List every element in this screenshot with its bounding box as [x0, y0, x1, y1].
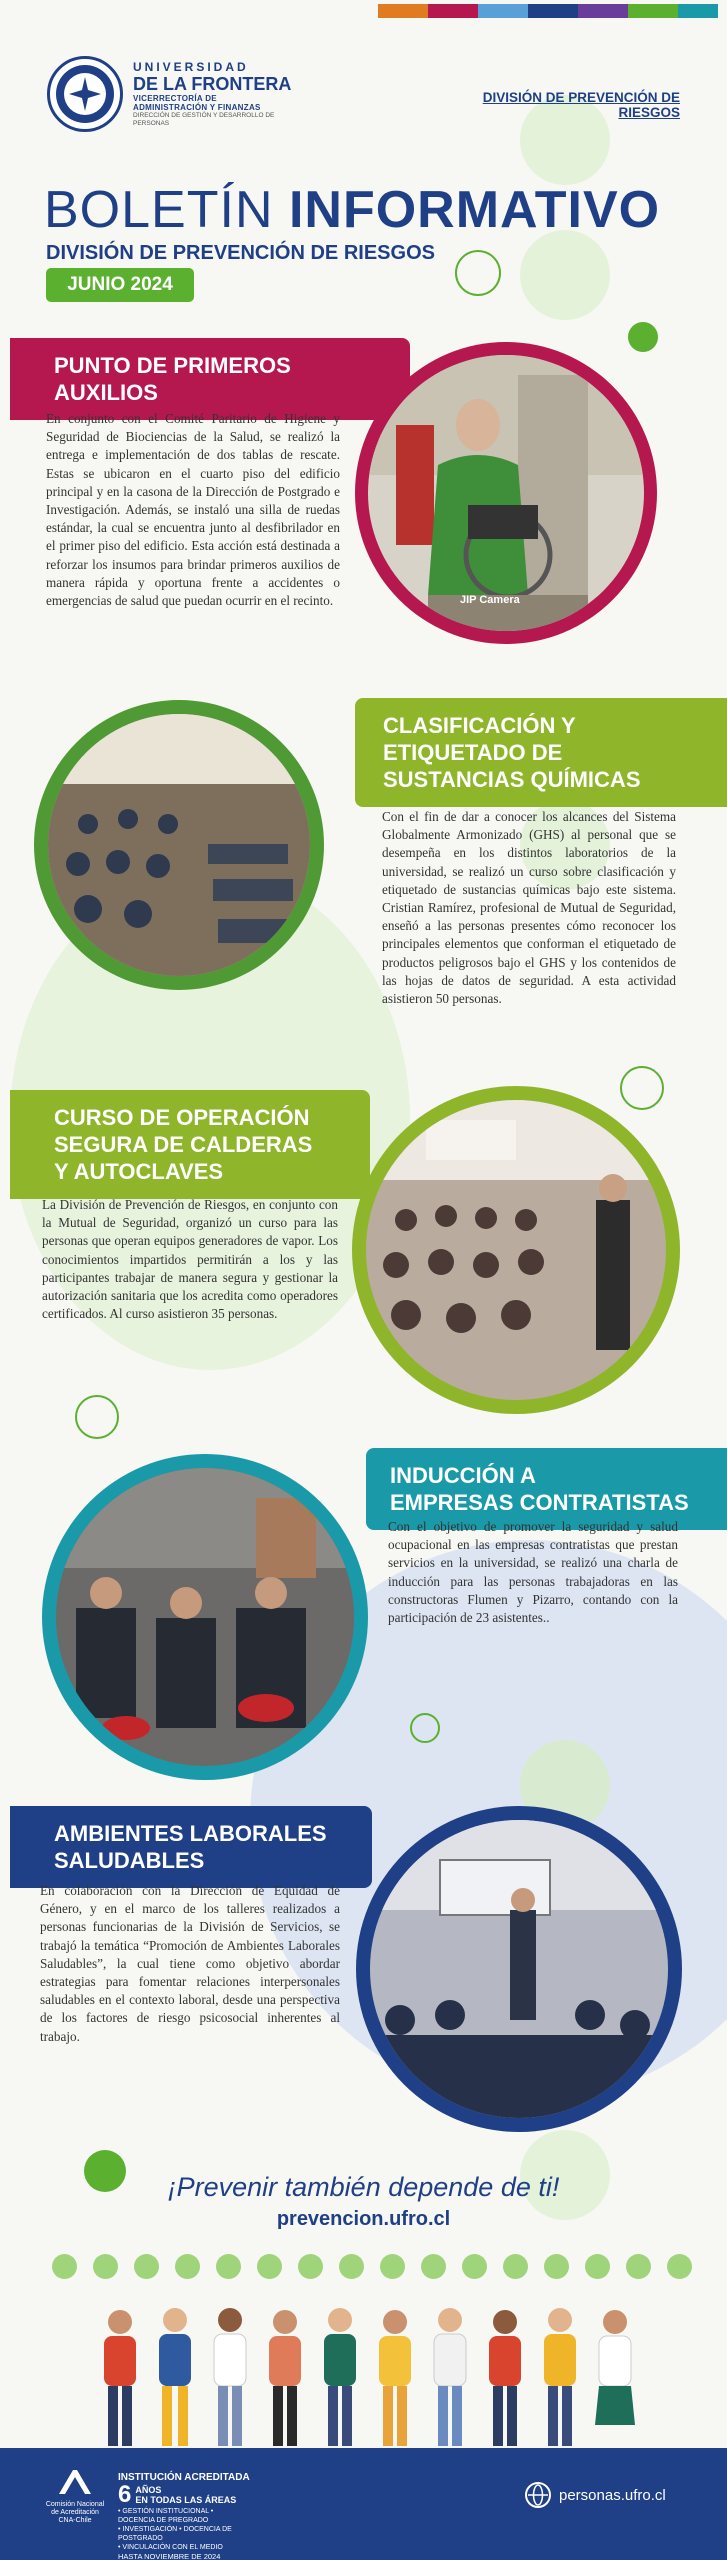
people-illustration [90, 2300, 650, 2450]
section4-photo [56, 1468, 354, 1766]
color-strip-teal [678, 4, 718, 18]
section4-heading-l2: EMPRESAS CONTRATISTAS [390, 1490, 689, 1515]
university-line2: DE LA FRONTERA [133, 74, 292, 94]
dot [298, 2254, 323, 2279]
unit-line3: DIRECCIÓN DE GESTIÓN Y DESARROLLO DE PERSONAS [133, 112, 275, 127]
newsletter-title [44, 180, 660, 240]
section2-photo-ring [34, 700, 324, 990]
areas-line3: • VINCULACIÓN CON EL MEDIO [118, 2544, 223, 2551]
division-link[interactable]: DIVISIÓN DE PREVENCIÓN DE RIESGOS [482, 90, 680, 120]
deco-ring [75, 1395, 119, 1439]
deco-dot [628, 322, 658, 352]
footer-website[interactable] [525, 2482, 666, 2508]
section2-heading-l1: CLASIFICACIÓN Y [383, 713, 576, 738]
section3-photo [366, 1100, 666, 1400]
section3-photo-ring [352, 1086, 680, 1414]
dot [421, 2254, 446, 2279]
person-figure [324, 2308, 356, 2446]
section1-photo [368, 355, 644, 631]
areas-line1: • GESTIÓN INSTITUCIONAL • DOCENCIA DE PREGRADO [118, 2508, 214, 2524]
section1-heading-l1: PUNTO DE PRIMEROS [54, 353, 291, 378]
cna-logo [40, 2468, 110, 2525]
section3-text: La División de Prevención de Riesgos, en conjunto con la Mutual de Seguridad, organizó un curso para las personas que operan equipos generadores de vapor. Los conocimientos impartidos permitirán a los y las participantes trabajar de manera segura y gestionar la autorización sanitaria que los acredita como operadores certificados. Al curso asistieron 35 personas. [42, 1197, 338, 1322]
dot [544, 2254, 569, 2279]
years-number: 6 [118, 2481, 132, 2508]
accreditation-text [118, 2472, 250, 2560]
section3-banner [10, 1090, 370, 1199]
month-badge: JUNIO 2024 [46, 268, 194, 302]
level-label: EN TODAS LAS ÁREAS [135, 2495, 237, 2505]
person-figure [214, 2308, 246, 2446]
dot [585, 2254, 610, 2279]
person-figure [159, 2308, 191, 2446]
section5-text: En colaboración con la Dirección de Equidad de Género, y en el marco de los talleres realizados a personas funcionarias de la División de Servicios, se trabajó la temática “Promoción de Ambientes Laborales Saludables”, la cual tiene como objetivo abordar estrategias para fomentar relaciones interpersonales saludables en el contexto laboral, desde una perspectiva de los factores de riesgo psicosocial inherentes al trabajo. [40, 1883, 340, 2044]
dot [52, 2254, 77, 2279]
dot [257, 2254, 282, 2279]
footer-website-label: personas.ufro.cl [559, 2486, 666, 2504]
until-label: HASTA NOVIEMBRE DE 2024 [118, 2552, 221, 2560]
decorative-dots-row [52, 2254, 692, 2279]
person-figure [489, 2310, 521, 2446]
person-figure [595, 2310, 635, 2425]
section5-heading-l2: SALUDABLES [54, 1848, 205, 1873]
section5-heading-l1: AMBIENTES LABORALES [54, 1821, 327, 1846]
globe-icon [525, 2482, 551, 2508]
accredited-label: INSTITUCIÓN ACREDITADA [118, 2472, 250, 2483]
section3-heading-l1: CURSO DE OPERACIÓN [54, 1105, 310, 1130]
color-strip-blue [478, 4, 528, 18]
person-figure [434, 2308, 466, 2446]
dot [93, 2254, 118, 2279]
section4-text: Con el objetivo de promover la seguridad y salud ocupacional en las empresas contratistas que prestan servicios en la universidad, se realizó una charla de inducción para las personas trabajadoras en las constructoras Flumen y Pizarro, contando con la participación de 23 asistentes.. [388, 1519, 678, 1626]
cna-line2: de Acreditación [51, 2509, 99, 2516]
section1-photo-caption: JIP Camera [460, 594, 520, 606]
areas-line2: • INVESTIGACIÓN • DOCENCIA DE POSTGRADO [118, 2526, 232, 2542]
dot [216, 2254, 241, 2279]
section1-heading-l2: AUXILIOS [54, 380, 158, 405]
university-line1: UNIVERSIDAD [133, 60, 249, 74]
section5-photo [370, 1820, 668, 2118]
section2-photo [48, 714, 310, 976]
deco-circle [520, 230, 610, 320]
deco-ring [620, 1066, 664, 1110]
section4-heading-l1: INDUCCIÓN A [390, 1463, 536, 1488]
cna-line1: Comisión Nacional [45, 2501, 105, 2508]
section2-heading-l3: SUSTANCIAS QUÍMICAS [383, 767, 641, 792]
deco-ring [455, 250, 501, 296]
section2-banner [355, 698, 727, 807]
section2-text: Con el fin de dar a conocer los alcances del Sistema Globalmente Armonizado (GHS) al personal que se desempeña en los distintos laboratorios de la universidad, se realizó un curso sobre clasificación y etiquetado de sustancias químicas bajo este sistema. Cristian Ramírez, profesional de Mutual de Seguridad, enseñó a las personas presentes cómo reconocer los principales elementos que conforman el etiquetado de productos peligrosos bajo el GHS y los contenidos de las hojas de datos de seguridad. A esta actividad asistieron 50 personas. [382, 809, 676, 1007]
color-strip-purple [578, 4, 628, 18]
cna-line3: CNA-Chile [58, 2517, 92, 2524]
person-figure [269, 2310, 301, 2446]
newsletter-subtitle: DIVISIÓN DE PREVENCIÓN DE RIESGOS [46, 242, 435, 264]
dot [339, 2254, 364, 2279]
section1-banner [10, 338, 410, 420]
section1-text: En conjunto con el Comité Paritario de Higiene y Seguridad de Biociencias de la Salud, se realizó la entrega e implementación de dos tablas de rescate. Estas se ubicaron en el cuarto piso del edificio principal y en la casona de la Dirección de Postgrado e Investigación. Además, se instaló una silla de ruedas estándar, la cual se encuentra junto al desfibrilador en el primer piso del edificio. Esta acción está destinada a reforzar los insumos para brindar primeros auxilios de manera rápida y oportuna frente a accidentes o emergencias de salud que puedan ocurrir en el recinto. [46, 411, 340, 609]
person-figure [544, 2308, 576, 2446]
university-name [133, 60, 291, 128]
unit-line2: ADMINISTRACIÓN Y FINANZAS [133, 103, 261, 112]
person-figure [379, 2310, 411, 2446]
color-strip-navy [528, 4, 578, 18]
dot [380, 2254, 405, 2279]
unit-line1: VICERRECTORÍA DE [133, 94, 217, 103]
section2-heading-l2: ETIQUETADO DE [383, 740, 563, 765]
section5-banner [10, 1806, 372, 1888]
section3-heading-l2: SEGURA DE CALDERAS [54, 1132, 313, 1157]
years-label: AÑOS [135, 2485, 162, 2495]
color-strip-orange [378, 4, 428, 18]
person-figure [104, 2310, 136, 2446]
section1-photo-ring [355, 342, 657, 644]
dot [175, 2254, 200, 2279]
dot [462, 2254, 487, 2279]
cna-mark-icon [55, 2468, 95, 2496]
color-strip-green [628, 4, 678, 18]
closing-tagline: ¡Prevenir también depende de ti! [167, 2172, 560, 2202]
deco-ring [410, 1713, 440, 1743]
dot [626, 2254, 651, 2279]
dot [667, 2254, 692, 2279]
prevention-website-link[interactable]: prevencion.ufro.cl [276, 2208, 451, 2230]
title-part1: BOLETÍN [44, 181, 274, 239]
dot [134, 2254, 159, 2279]
dot [503, 2254, 528, 2279]
section5-photo-ring [356, 1806, 682, 2132]
color-strip-magenta [428, 4, 478, 18]
university-seal-logo [47, 56, 123, 132]
title-part2: INFORMATIVO [288, 181, 661, 239]
section3-heading-l3: Y AUTOCLAVES [54, 1159, 224, 1184]
section4-photo-ring [42, 1454, 368, 1780]
